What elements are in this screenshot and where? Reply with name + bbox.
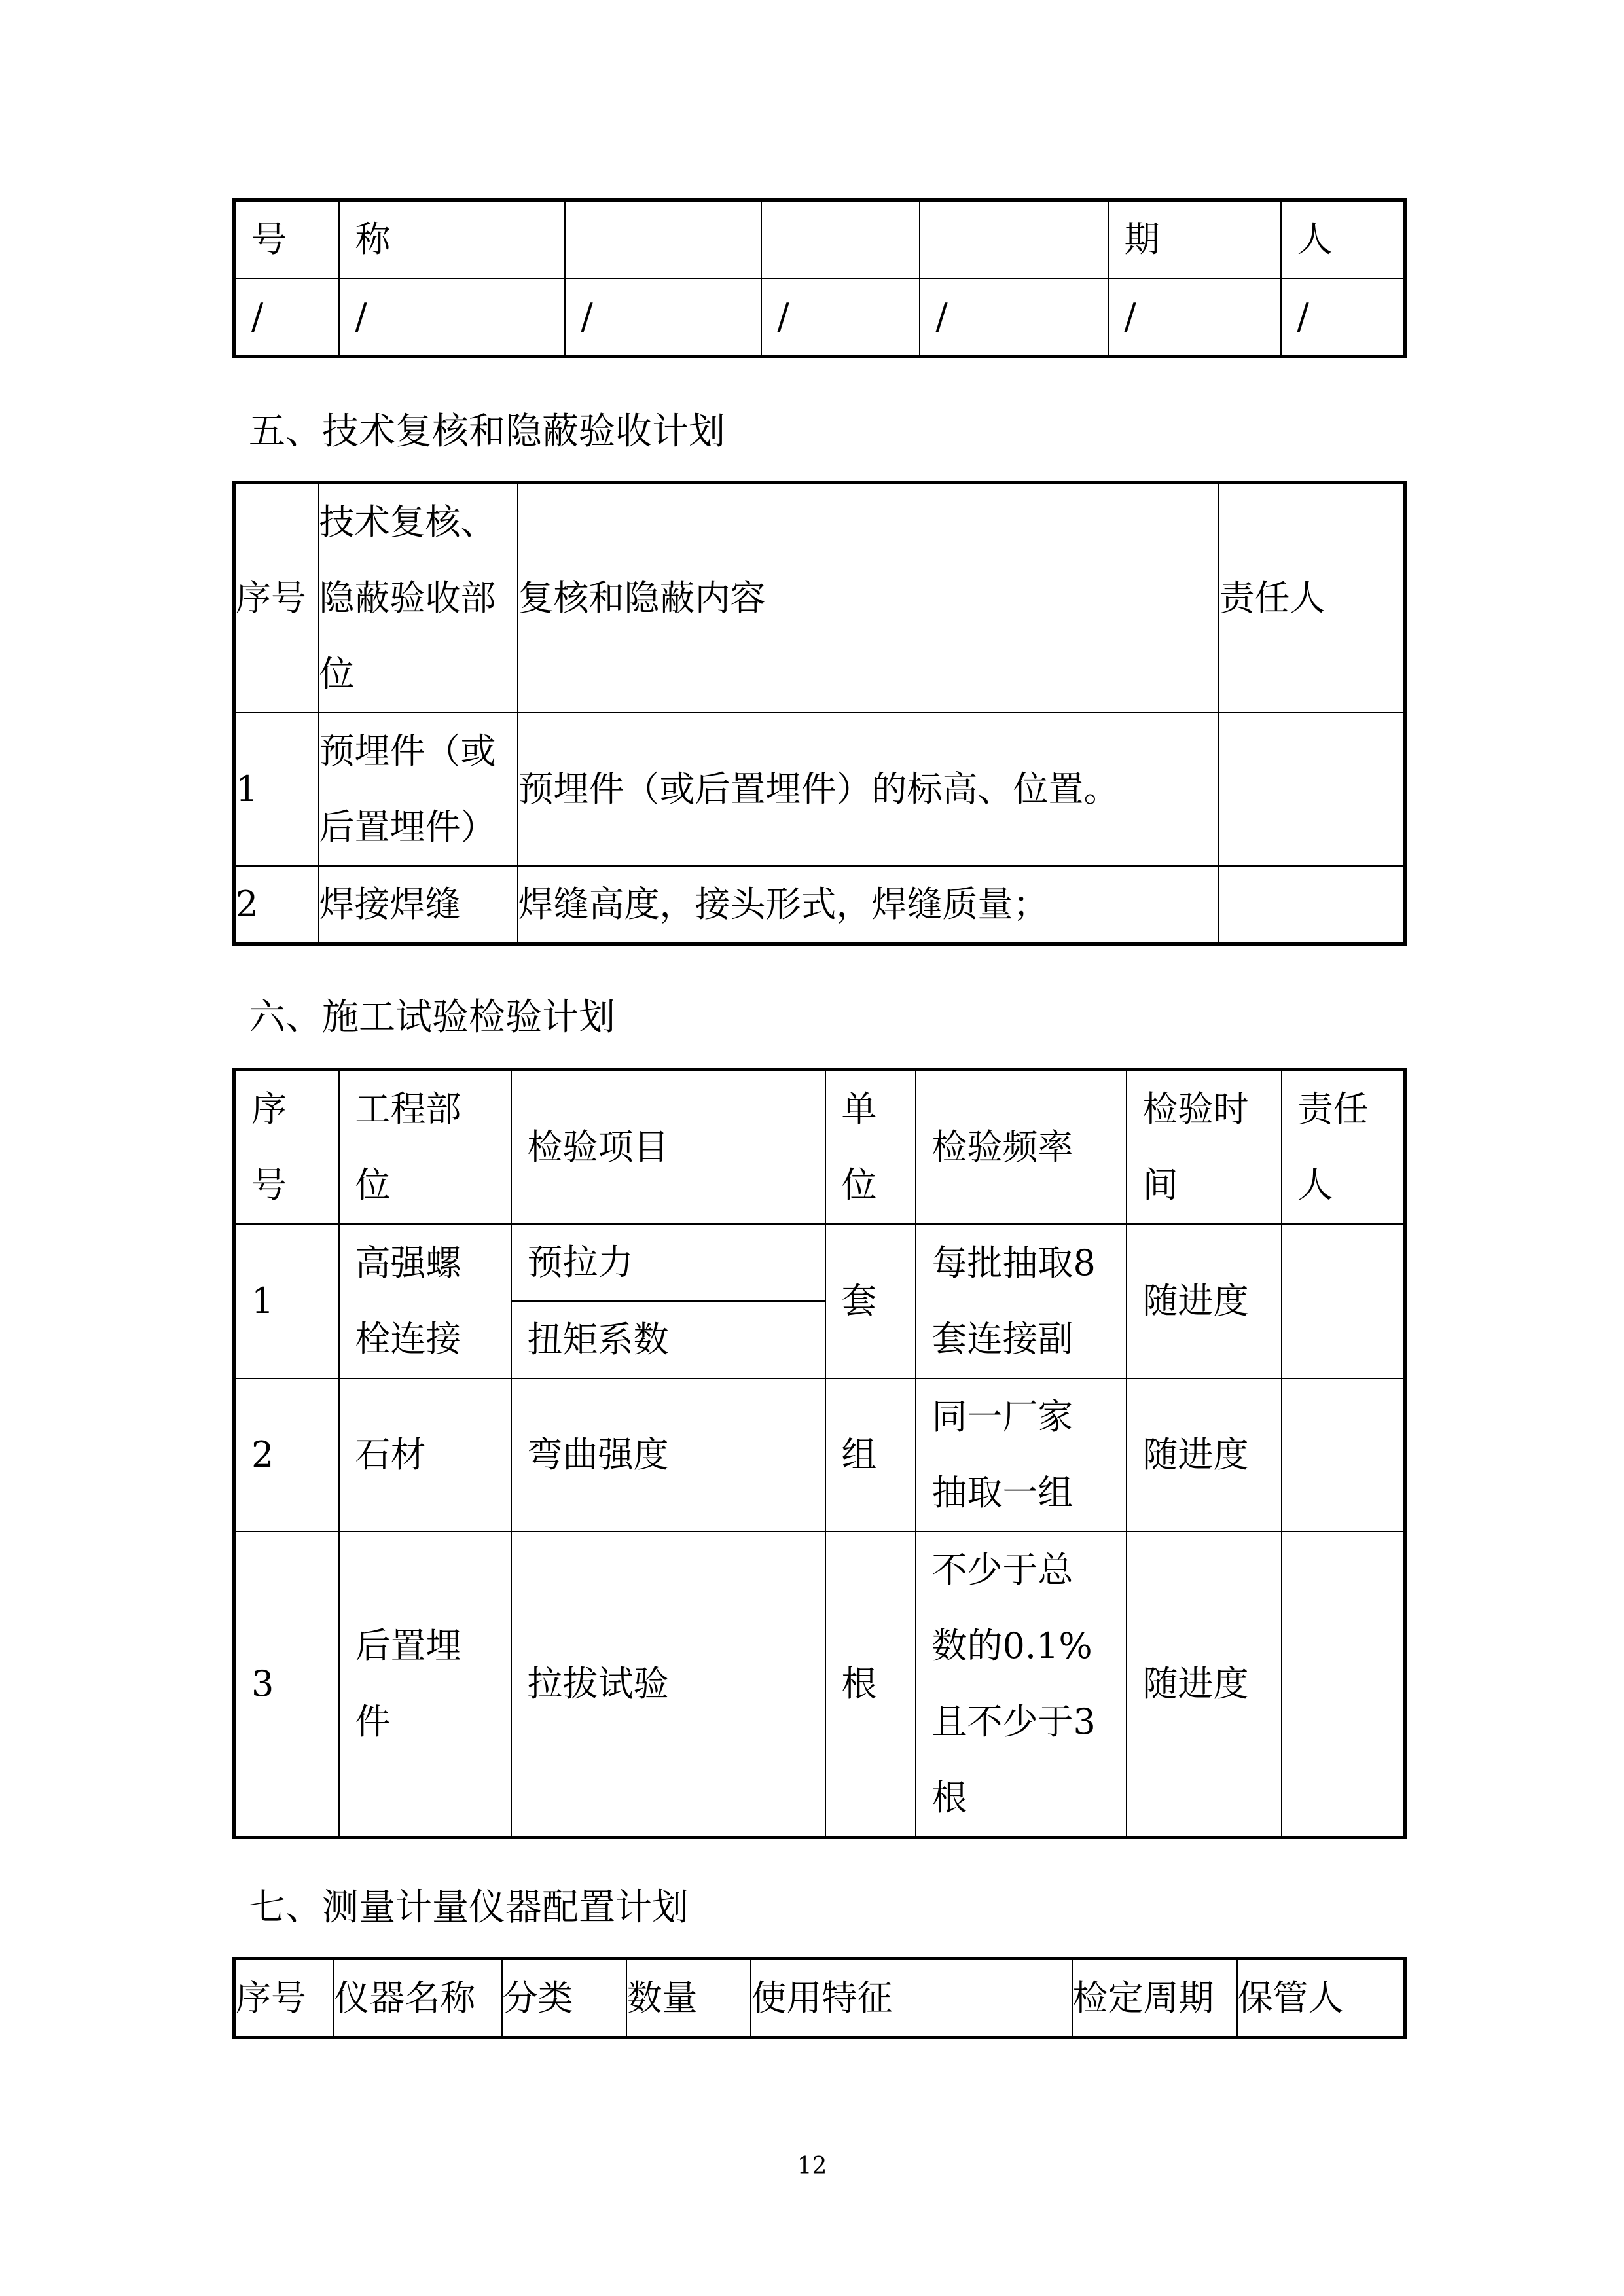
table-cell: / <box>920 278 1108 357</box>
table-cell-part: 石材 <box>339 1378 511 1532</box>
header-cell-usage: 使用特征 <box>751 1959 1072 2038</box>
cell-line: 后置埋件） <box>319 806 496 848</box>
table-cell-part: 焊接焊缝 <box>319 866 518 944</box>
table-header-row <box>234 1959 1405 2038</box>
header-cell-category: 分类 <box>502 1959 626 2038</box>
header-cell-name: 称 <box>339 200 565 279</box>
header-cell <box>920 200 1108 279</box>
header-cell-part <box>339 1070 511 1225</box>
table-cell-no: 1 <box>234 1224 339 1378</box>
header-cell-calibration: 检定周期 <box>1072 1959 1237 2038</box>
header-cell-unit <box>825 1070 916 1225</box>
table-header-row <box>234 483 1405 713</box>
table-header-row <box>234 1070 1405 1225</box>
table-cell: / <box>1281 278 1405 357</box>
table-cell-no: 3 <box>234 1532 339 1838</box>
table-cell-part <box>339 1532 511 1838</box>
header-cell-quantity: 数量 <box>626 1959 751 2038</box>
test-inspection-table <box>232 1068 1407 1839</box>
table-cell: / <box>1108 278 1281 357</box>
cell-line: 预埋件（或 <box>319 730 496 772</box>
table-cell: / <box>565 278 761 357</box>
cell-line: 件 <box>355 1701 391 1742</box>
table-cell-unit: 组 <box>825 1378 916 1532</box>
table-cell-owner <box>1282 1224 1405 1378</box>
table-row <box>234 1378 1405 1532</box>
cell-line: 间 <box>1142 1164 1178 1206</box>
section-title-test-plan: 六、施工试验检验计划 <box>249 996 615 1039</box>
table-cell-time: 随进度 <box>1127 1532 1282 1838</box>
table-cell: / <box>234 278 339 357</box>
table-cell-part <box>319 713 518 866</box>
cell-line: 每批抽取8 <box>931 1242 1096 1283</box>
header-cell-no: 序号 <box>234 483 319 713</box>
table-cell-time: 随进度 <box>1127 1378 1282 1532</box>
cell-line: 单 <box>841 1088 877 1130</box>
cell-line: 根 <box>931 1777 967 1818</box>
header-cell-owner <box>1282 1070 1405 1225</box>
table-cell-owner <box>1282 1378 1405 1532</box>
table-row <box>234 1224 1405 1301</box>
table-row <box>234 1532 1405 1838</box>
table-cell-item: 拉拔试验 <box>511 1532 825 1838</box>
table-cell-item: 弯曲强度 <box>511 1378 825 1532</box>
header-cell-instrument-name: 仪器名称 <box>334 1959 502 2038</box>
cell-line: 不少于总 <box>931 1549 1074 1590</box>
cell-line: 位 <box>355 1164 391 1206</box>
header-cell-content: 复核和隐蔽内容 <box>518 483 1219 713</box>
instrument-config-table <box>232 1957 1407 2039</box>
cell-line: 隐蔽验收部 <box>319 577 496 619</box>
section-title-instrument-plan: 七、测量计量仪器配置计划 <box>249 1886 689 1929</box>
table-cell-no: 1 <box>234 713 319 866</box>
table-cell-no: 2 <box>234 866 319 944</box>
header-cell-no <box>234 1070 339 1225</box>
cell-line: 高强螺 <box>355 1242 461 1283</box>
table-cell-unit: 套 <box>825 1224 916 1378</box>
cell-line: 栓连接 <box>355 1318 461 1359</box>
review-acceptance-table <box>232 481 1407 946</box>
table-cell: / <box>761 278 920 357</box>
table-cell-item: 扭矩系数 <box>511 1301 825 1378</box>
table-cell-frequency <box>916 1378 1127 1532</box>
cell-line: 位 <box>319 653 355 694</box>
header-cell <box>761 200 920 279</box>
cell-line: 技术复核、 <box>319 501 496 543</box>
cell-line: 同一厂家 <box>931 1396 1074 1437</box>
table-cell-content: 焊缝高度，接头形式，焊缝质量； <box>518 866 1219 944</box>
cell-line: 数的0.1% <box>931 1625 1092 1666</box>
table-header-row <box>234 200 1405 279</box>
header-cell-no: 序号 <box>234 1959 334 2038</box>
header-cell-frequency: 检验频率 <box>916 1070 1127 1225</box>
table-cell: / <box>339 278 565 357</box>
cell-line: 后置埋 <box>355 1625 461 1666</box>
header-cell-item: 检验项目 <box>511 1070 825 1225</box>
table-cell-owner <box>1282 1532 1405 1838</box>
equipment-table-continued <box>232 198 1407 358</box>
cell-line: 工程部 <box>355 1088 461 1130</box>
header-cell-part <box>319 483 518 713</box>
cell-line: 责任 <box>1297 1088 1369 1130</box>
table-row <box>234 866 1405 944</box>
header-cell-date: 期 <box>1108 200 1281 279</box>
cell-line: 套连接副 <box>931 1318 1074 1359</box>
table-row <box>234 278 1405 357</box>
cell-line: 位 <box>841 1164 877 1206</box>
cell-line: 号 <box>251 1164 287 1206</box>
cell-line: 抽取一组 <box>931 1472 1074 1513</box>
page-number: 12 <box>797 2153 827 2179</box>
table-cell-content: 预埋件（或后置埋件）的标高、位置。 <box>518 713 1219 866</box>
table-cell-part <box>339 1224 511 1378</box>
cell-line: 人 <box>1297 1164 1333 1206</box>
cell-line: 检验时 <box>1142 1088 1249 1130</box>
table-cell-time: 随进度 <box>1127 1224 1282 1378</box>
table-cell-owner <box>1219 713 1405 866</box>
header-cell-time <box>1127 1070 1282 1225</box>
cell-line: 且不少于3 <box>931 1701 1096 1742</box>
table-cell-item: 预拉力 <box>511 1224 825 1301</box>
table-cell-unit: 根 <box>825 1532 916 1838</box>
header-cell-keeper: 保管人 <box>1237 1959 1405 2038</box>
header-cell-owner: 责任人 <box>1219 483 1405 713</box>
table-cell-frequency <box>916 1532 1127 1838</box>
table-row <box>234 713 1405 866</box>
header-cell-person: 人 <box>1281 200 1405 279</box>
section-title-review-plan: 五、技术复核和隐蔽验收计划 <box>249 410 725 453</box>
header-cell-no: 号 <box>234 200 339 279</box>
header-cell <box>565 200 761 279</box>
table-cell-no: 2 <box>234 1378 339 1532</box>
cell-line: 序 <box>251 1088 287 1130</box>
table-cell-frequency <box>916 1224 1127 1378</box>
table-cell-owner <box>1219 866 1405 944</box>
